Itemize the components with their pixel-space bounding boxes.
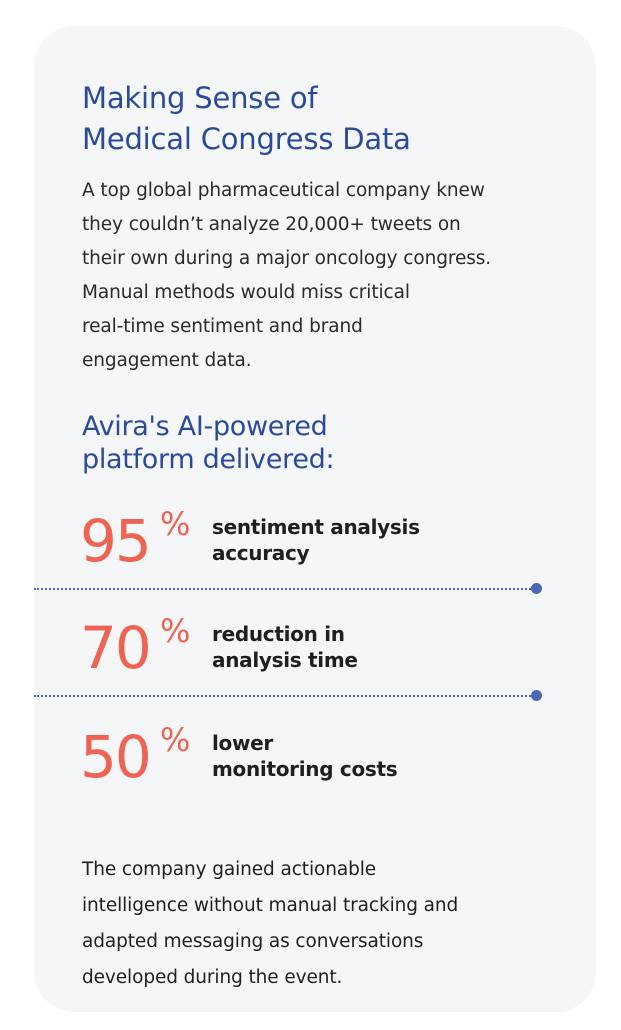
- outro-line: developed during the event.: [82, 967, 343, 988]
- divider-end-dot-icon: [531, 583, 542, 594]
- percent-sign: %: [160, 612, 191, 650]
- percent-sign: %: [160, 505, 191, 543]
- case-study-card: [34, 26, 596, 1012]
- stat-sentiment-accuracy: [80, 505, 560, 590]
- stat-label-line-2: monitoring costs: [212, 757, 398, 781]
- intro-line: they couldn’t analyze 20,000+ tweets on: [82, 214, 461, 235]
- stat-label: [212, 730, 397, 782]
- stat-label-line-1: sentiment analysis: [212, 515, 420, 539]
- outro-paragraph: [82, 852, 572, 996]
- stat-monitoring-costs: [80, 721, 560, 806]
- dotted-line: [34, 695, 534, 697]
- stat-value: 50: [80, 723, 150, 791]
- stat-value: 70: [80, 614, 150, 682]
- stat-label-line-1: reduction in: [212, 622, 345, 646]
- dotted-line: [34, 588, 534, 590]
- intro-paragraph: [82, 174, 572, 378]
- stat-value: 95: [80, 507, 150, 575]
- title-line-1: Making Sense of: [82, 81, 318, 115]
- section-subtitle: [82, 410, 562, 476]
- intro-line: their own during a major oncology congress.: [82, 248, 492, 269]
- intro-line: real-time sentiment and brand: [82, 316, 363, 337]
- outro-line: The company gained actionable: [82, 859, 377, 880]
- dotted-divider: [34, 583, 542, 595]
- stat-label-line-2: analysis time: [212, 648, 358, 672]
- intro-line: Manual methods would miss critical: [82, 282, 410, 303]
- stat-label-line-1: lower: [212, 731, 274, 755]
- stat-label: [212, 621, 358, 673]
- outro-line: intelligence without manual tracking and: [82, 895, 459, 916]
- stat-label-line-2: accuracy: [212, 541, 310, 565]
- title-line-2: Medical Congress Data: [82, 122, 411, 156]
- outro-line: adapted messaging as conversations: [82, 931, 424, 952]
- intro-line: engagement data.: [82, 350, 252, 371]
- dotted-divider: [34, 690, 542, 702]
- page-title: [82, 78, 562, 160]
- percent-sign: %: [160, 721, 191, 759]
- intro-line: A top global pharmaceutical company knew: [82, 180, 485, 201]
- subtitle-line-2: platform delivered:: [82, 444, 335, 475]
- divider-end-dot-icon: [531, 690, 542, 701]
- stat-analysis-time: [80, 612, 560, 697]
- stat-label: [212, 514, 420, 566]
- subtitle-line-1: Avira's AI-powered: [82, 411, 328, 442]
